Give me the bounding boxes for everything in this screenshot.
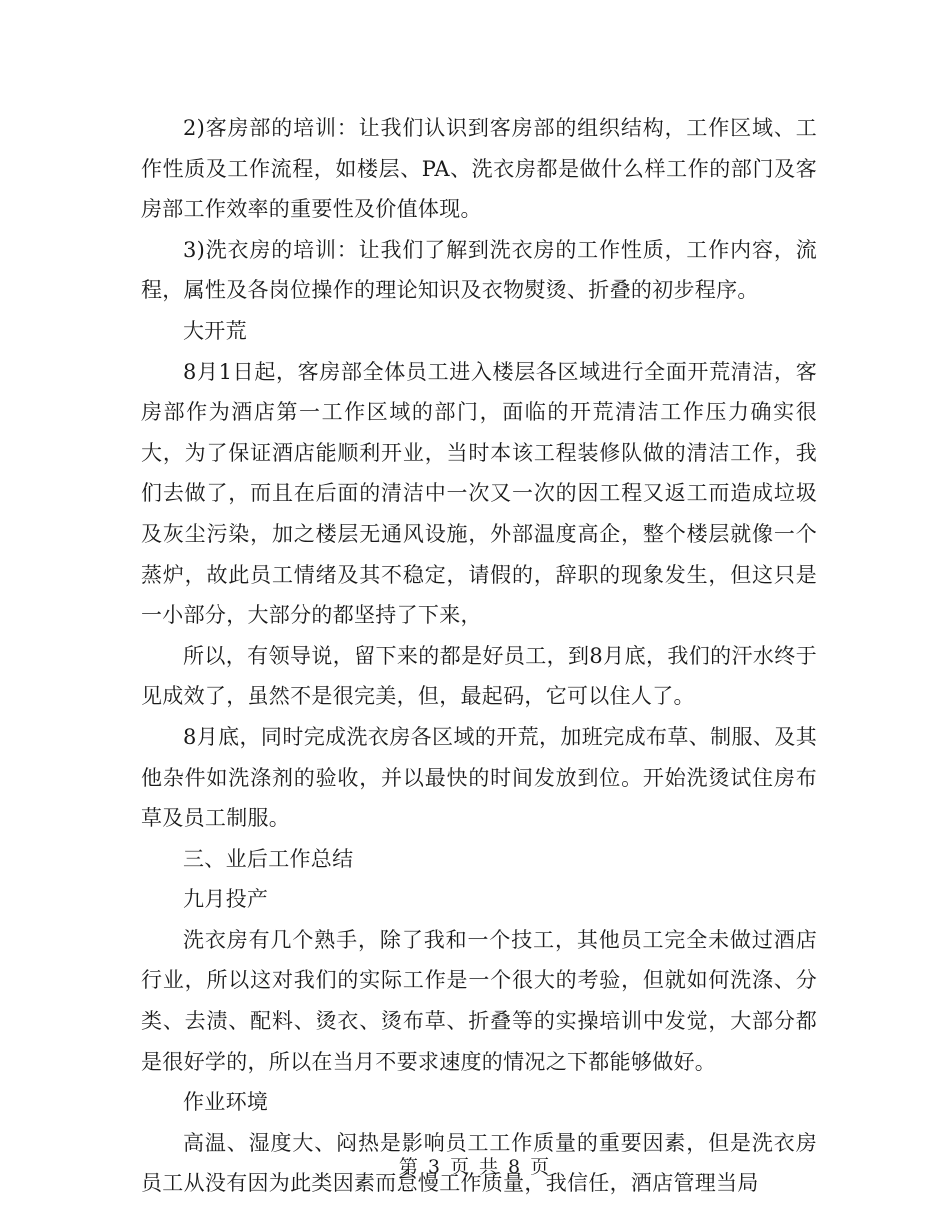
heading-work-environment: 作业环境: [183, 1090, 269, 1115]
paragraph-end-of-august: 8月底，同时完成洗衣房各区域的开荒，加班完成布草、制服、及其他杂件如洗涤剂的验收，并以最快的时间发放到位。开始洗烫试住房布草及员工制服。: [141, 724, 817, 831]
paragraph-laundry-training: 3)洗衣房的培训：让我们了解到洗衣房的工作性质，工作内容，流程，属性及各岗位操作的理论知识及衣物熨烫、折叠的初步程序。: [141, 237, 817, 303]
document-body: [141, 108, 817, 1204]
paragraph-good-staff: 所以，有领导说，留下来的都是好员工，到8月底，我们的汗水终于见成效了，虽然不是很完美，但，最起码，它可以住人了。: [141, 643, 817, 709]
heading-big-cleanup: 大开荒: [183, 318, 247, 343]
heading-post-opening-summary: 三、业后工作总结: [183, 846, 354, 871]
paragraph-laundry-staff: 洗衣房有几个熟手，除了我和一个技工，其他员工完全未做过酒店行业，所以这对我们的实际工作是一个很大的考验，但就如何洗涤、分类、去渍、配料、烫衣、烫布草、折叠等的实操培训中发觉，大部分都是很好学的，所以在当月不要求速度的情况之下都能够做好。: [141, 927, 817, 1074]
paragraph-housekeeping-training: 2)客房部的培训：让我们认识到客房部的组织结构，工作区域、工作性质及工作流程，如楼层、PA、洗衣房都是做什么样工作的部门及客房部工作效率的重要性及价值体现。: [141, 116, 817, 222]
paragraph-high-temperature: 高温、湿度大、闷热是影响员工工作质量的重要因素，但是洗衣房员工从没有因为此类因素而怠慢工作质量，我信任，酒店管理当局: [141, 1130, 817, 1196]
paragraph-august-cleanup: 8月1日起，客房部全体员工进入楼层各区域进行全面开荒清洁，客房部作为酒店第一工作区域的部门，面临的开荒清洁工作压力确实很大，为了保证酒店能顺利开业，当时本该工程装修队做的清洁工作，我们去做了，而且在后面的清洁中一次又一次的因工程又返工而造成垃圾及灰尘污染，加之楼层无通风设施，外部温度高企，整个楼层就像一个蒸炉，故此员工情绪及其不稳定，请假的，辞职的现象发生，但这只是一小部分，大部分的都坚持了下来，: [141, 359, 817, 628]
page-number-footer: 第 3 页 共 8 页: [398, 1156, 552, 1178]
heading-september-production: 九月投产: [183, 887, 269, 912]
